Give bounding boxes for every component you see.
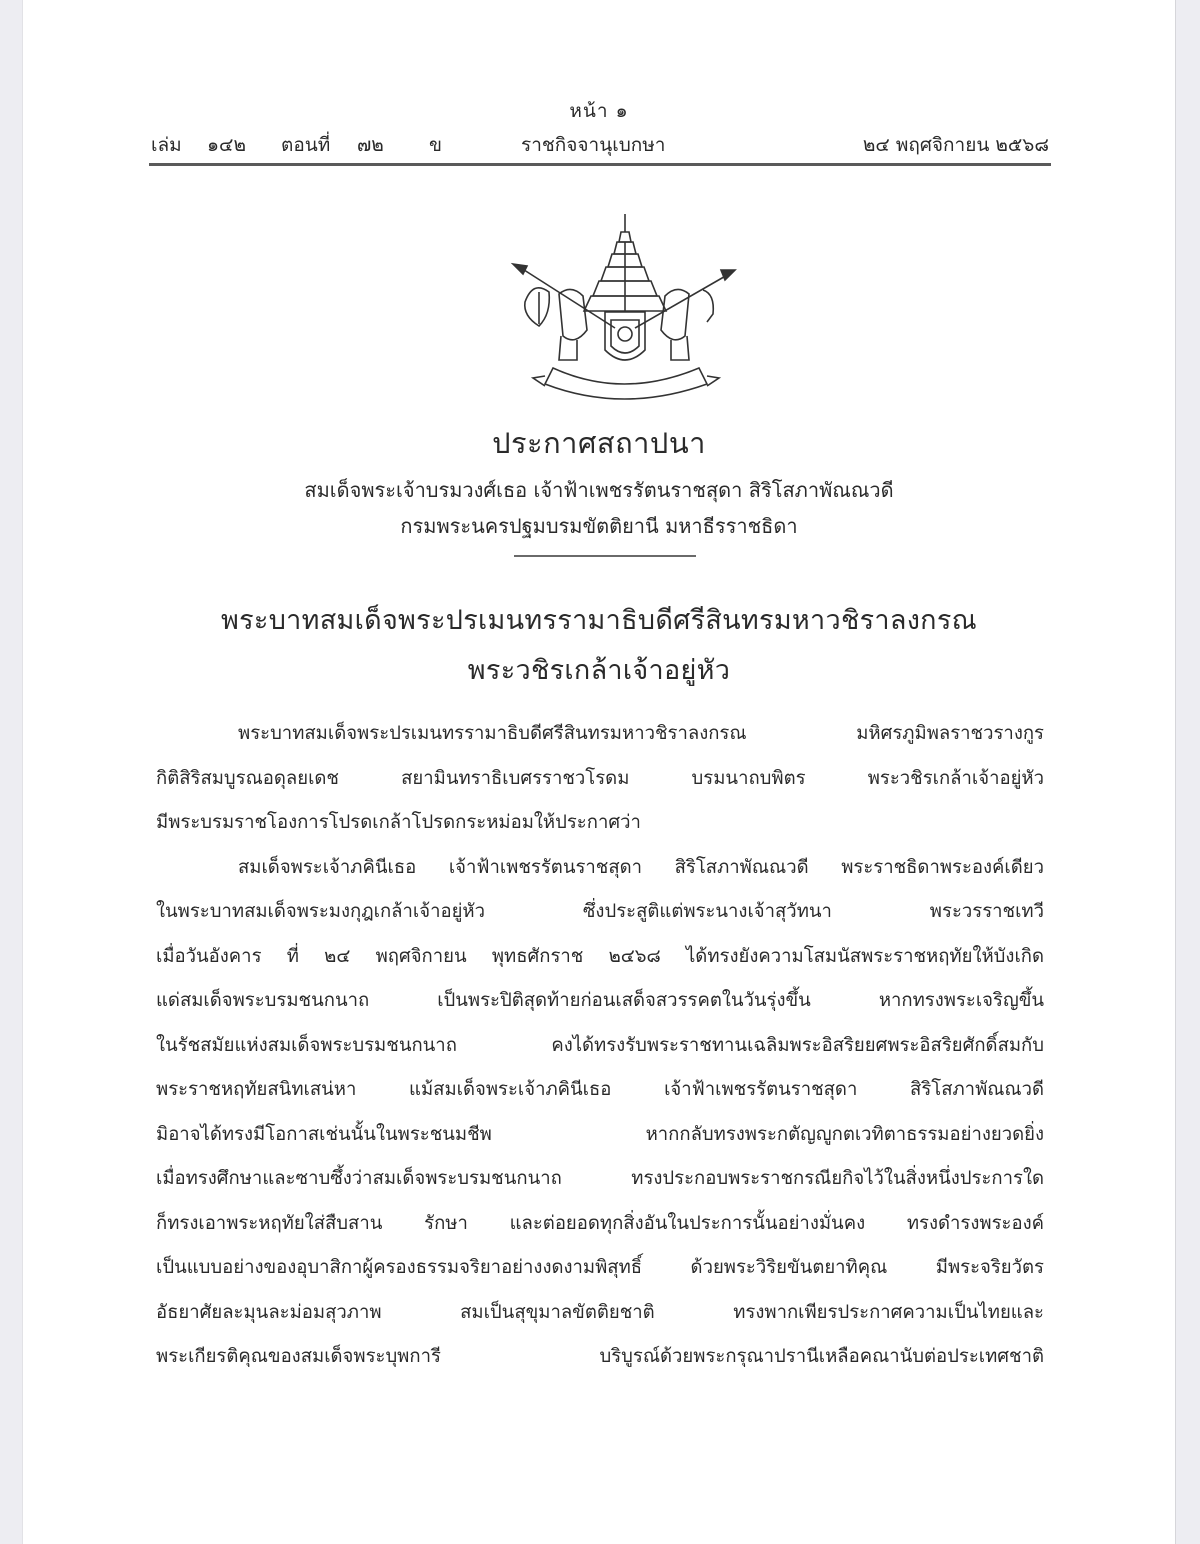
gazette-header <box>149 130 1049 160</box>
paragraph-2 <box>156 846 1044 1380</box>
text-line: แด่สมเด็จพระบรมชนกนาถ เป็นพระปิติสุดท้ายก่อนเสด็จสวรรคตในวันรุ่งขึ้น หากทรงพระเจริญขึ้น <box>156 990 1044 1011</box>
header-divider <box>149 163 1051 166</box>
gazette-name: ราชกิจจานุเบกษา <box>521 134 666 156</box>
page-number: หน้า ๑ <box>569 100 629 122</box>
text-line: เป็นแบบอย่างของอุบาสิกาผู้ครองธรรมจริยาอย่างงดงามพิสุทธิ์ ด้วยพระวิริยขันตยาทิคุณ มีพระจริยวัตร <box>156 1257 1044 1278</box>
volume-number: ๑๔๒ <box>207 134 246 156</box>
text-line: มีพระบรมราชโองการโปรดเกล้าโปรดกระหม่อมให้ประกาศว่า <box>156 812 641 833</box>
paragraph-1 <box>156 712 1044 846</box>
text-line: ในรัชสมัยแห่งสมเด็จพระบรมชนกนาถ คงได้ทรงรับพระราชทานเฉลิมพระอิสริยยศพระอิสริยศักดิ์สมกับ <box>156 1034 1044 1056</box>
text-line: เมื่อวันอังคาร ที่ ๒๔ พฤศจิกายน พุทธศักราช ๒๔๖๘ ได้ทรงยังความโสมนัสพระราชหฤทัยให้บังเกิด <box>156 945 1044 967</box>
subtitle-line-1: สมเด็จพระเจ้าบรมวงศ์เธอ เจ้าฟ้าเพชรรัตนราชสุดา สิริโสภาพัณณวดี <box>304 478 894 502</box>
text-line: มิอาจได้ทรงมีโอกาสเช่นนั้นในพระชนมชีพ หากกลับทรงพระกตัญญูกตเวทิตาธรรมอย่างยวดยิ่ง <box>156 1123 1044 1145</box>
publication-date: ๒๔ พฤศจิกายน ๒๕๖๘ <box>862 134 1049 156</box>
text-line: ก็ทรงเอาพระหฤทัยใส่สืบสาน รักษา และต่อยอดทุกสิ่งอันในประการนั้นอย่างมั่นคง ทรงดำรงพระองค์ <box>156 1212 1044 1234</box>
text-line: พระเกียรติคุณของสมเด็จพระบุพการี บริบูรณ์ด้วยพระกรุณาปรานีเหลือคณานับต่อประเทศชาติ <box>156 1346 1044 1367</box>
section-letter: ข <box>429 134 442 156</box>
issue-label: ตอนที่ <box>281 134 331 156</box>
proclamation-body <box>156 712 1044 1380</box>
king-title-line-1: พระบาทสมเด็จพระปรเมนทรรามาธิบดีศรีสินทรมหาวชิราลงกรณ <box>221 605 977 636</box>
text-line: กิติสิริสมบูรณอดุลยเดช สยามินทราธิเบศรราชวโรดม บรมนาถบพิตร พระวชิรเกล้าเจ้าอยู่หัว <box>156 767 1044 789</box>
volume-label: เล่ม <box>151 134 182 156</box>
gazette-page <box>23 0 1175 1544</box>
text-line: เมื่อทรงศึกษาและซาบซึ้งว่าสมเด็จพระบรมชนกนาถ ทรงประกอบพระราชกรณียกิจไว้ในสิ่งหนึ่งประการใด <box>156 1168 1044 1189</box>
text-line: พระบาทสมเด็จพระปรเมนทรรามาธิบดีศรีสินทรมหาวชิราลงกรณ มหิศรภูมิพลราชวรางกูร <box>238 723 1044 744</box>
royal-emblem-icon <box>503 210 743 406</box>
text-line: อัธยาศัยละมุนละม่อมสุวภาพ สมเป็นสุขุมาลขัตติยชาติ ทรงพากเพียรประกาศความเป็นไทยและ <box>156 1301 1044 1323</box>
text-line: สมเด็จพระเจ้าภคินีเธอ เจ้าฟ้าเพชรรัตนราชสุดา สิริโสภาพัณณวดี พระราชธิดาพระองค์เดียว <box>238 856 1044 878</box>
document-title: ประกาศสถาปนา <box>492 426 706 460</box>
issue-number: ๗๒ <box>357 134 384 156</box>
king-title-line-2: พระวชิรเกล้าเจ้าอยู่หัว <box>467 655 731 686</box>
subtitle-line-2: กรมพระนครปฐมบรมขัตติยานี มหาธีรราชธิดา <box>400 514 798 538</box>
text-line: ในพระบาทสมเด็จพระมงกุฎเกล้าเจ้าอยู่หัว ซึ่งประสูติแต่พระนางเจ้าสุวัทนา พระวรราชเทวี <box>156 901 1044 922</box>
text-line: พระราชหฤทัยสนิทเสน่หา แม้สมเด็จพระเจ้าภคินีเธอ เจ้าฟ้าเพชรรัตนราชสุดา สิริโสภาพัณณวดี <box>156 1079 1044 1100</box>
title-divider <box>514 555 696 557</box>
